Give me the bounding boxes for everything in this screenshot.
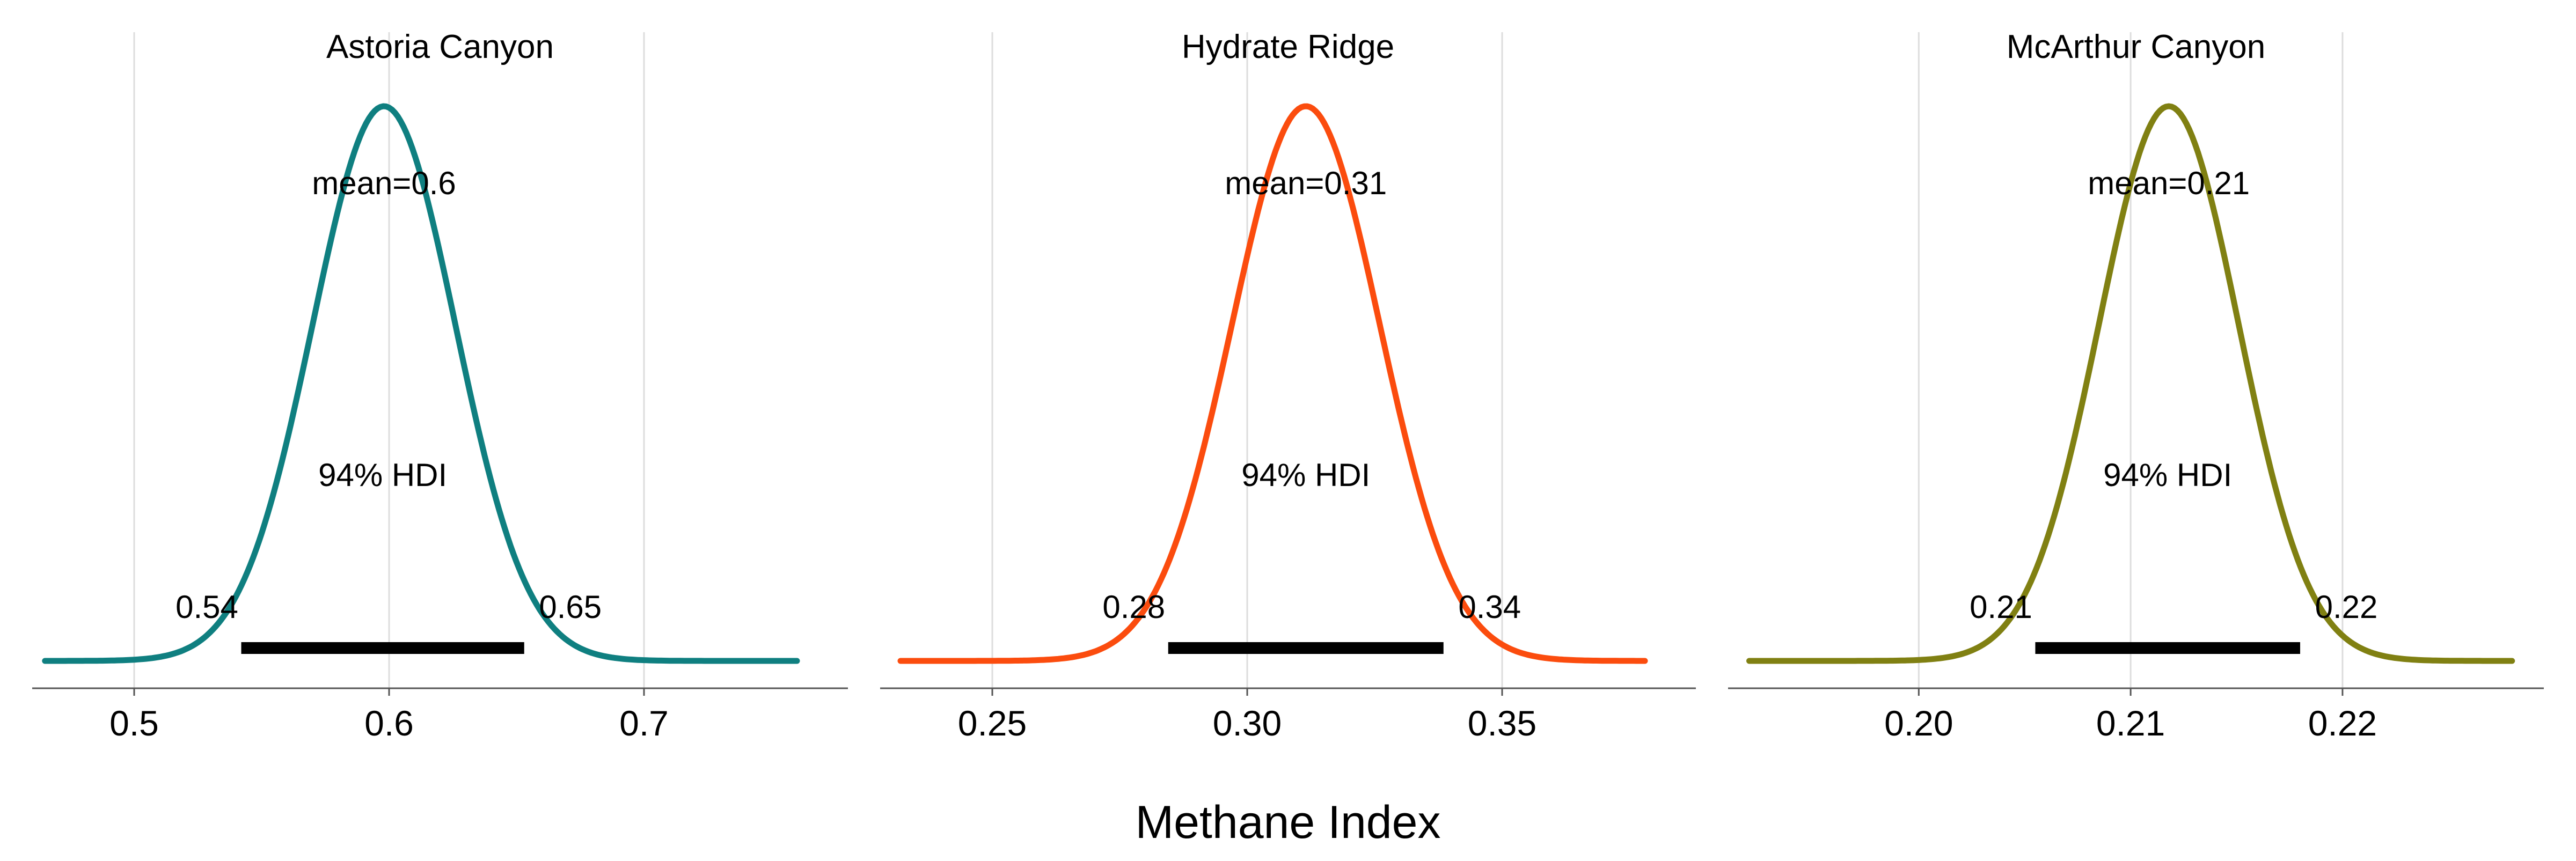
panel-2-hdi-high-label: 0.34 <box>1458 589 1521 625</box>
panel-3-tick-label-3: 0.22 <box>2308 703 2377 743</box>
panel-1-hdi-high-label: 0.65 <box>539 589 602 625</box>
chart-panel-2 <box>880 28 1696 743</box>
x-axis-label: Methane Index <box>1135 797 1441 848</box>
panel-3-title: McArthur Canyon <box>2006 28 2266 65</box>
panel-1-tick-label-1: 0.5 <box>109 703 159 743</box>
panel-1-title: Astoria Canyon <box>326 28 554 65</box>
panel-1-tick-label-2: 0.6 <box>364 703 414 743</box>
panel-2-tick-label-3: 0.35 <box>1467 703 1537 743</box>
chart-panel-1 <box>32 28 848 743</box>
panel-2-hdi-low-label: 0.28 <box>1102 589 1166 625</box>
panel-3-tick-label-1: 0.20 <box>1884 703 1953 743</box>
panel-3-tick-label-2: 0.21 <box>2096 703 2165 743</box>
panel-2-tick-label-2: 0.30 <box>1212 703 1282 743</box>
panel-2-mean-label: mean=0.31 <box>1225 165 1387 201</box>
panel-2-hdi-label: 94% HDI <box>1241 457 1371 493</box>
panel-1-tick-label-3: 0.7 <box>619 703 669 743</box>
panel-1-hdi-label: 94% HDI <box>318 457 448 493</box>
panel-3-mean-label: mean=0.21 <box>2088 165 2250 201</box>
panel-2-title: Hydrate Ridge <box>1181 28 1395 65</box>
panel-3-hdi-high-label: 0.22 <box>2315 589 2378 625</box>
chart-panel-3 <box>1728 28 2544 743</box>
panel-3-hdi-low-label: 0.21 <box>1970 589 2032 625</box>
panel-1-hdi-low-label: 0.54 <box>175 589 238 625</box>
panel-1-mean-label: mean=0.6 <box>312 165 456 201</box>
panel-2-tick-label-1: 0.25 <box>957 703 1027 743</box>
panel-3-hdi-label: 94% HDI <box>2103 457 2233 493</box>
